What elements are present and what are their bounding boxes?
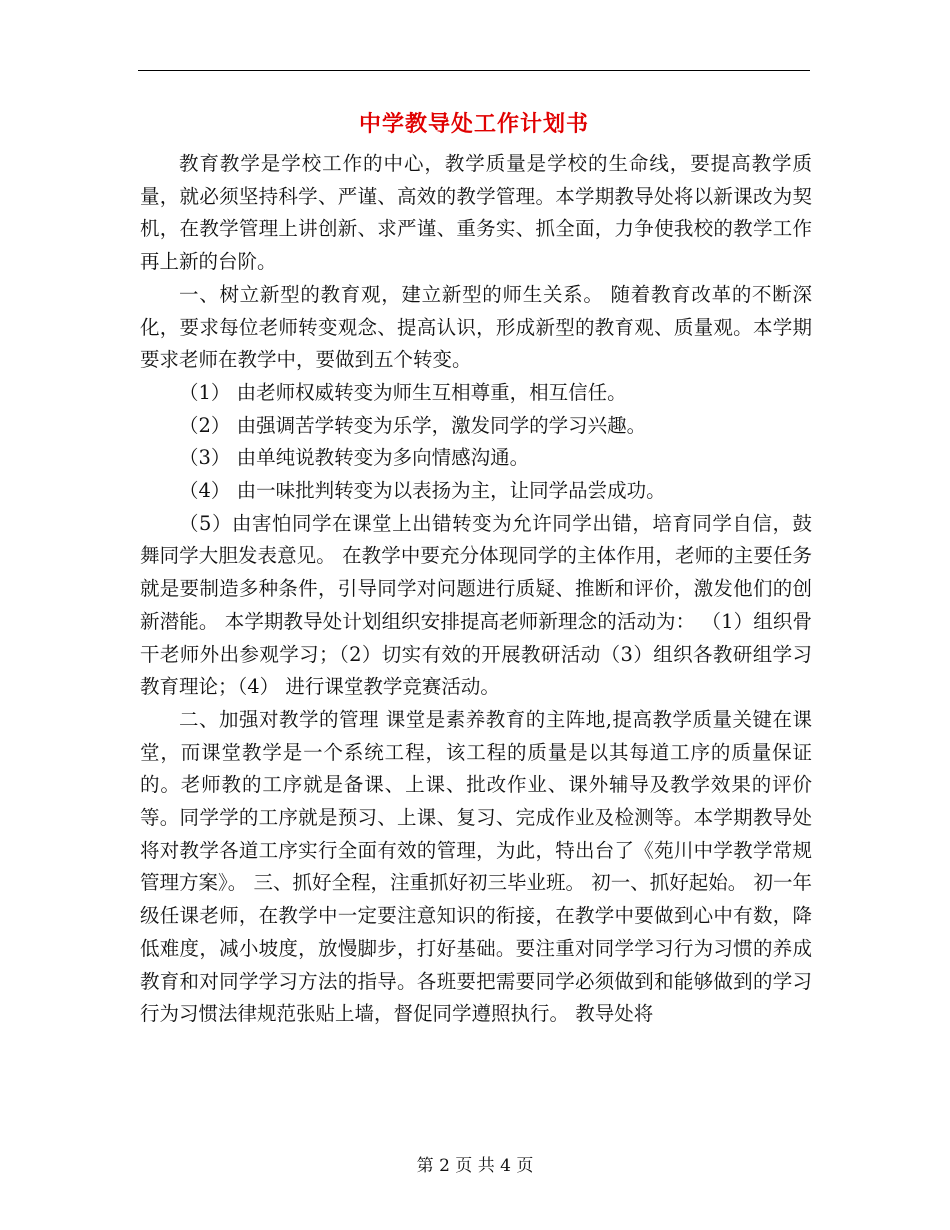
paragraph-item-1: （1） 由老师权威转变为师生互相尊重，相互信任。 — [179, 380, 627, 404]
paragraph-item-5: （5）由害怕同学在课堂上出错转变为允许同学出错，培育同学自信，鼓舞同学大胆发表意见。 在教学中要充分体现同学的主体作用，老师的主要任务就是要制造多种条件，引导同学对问题进行质疑、推断和评价，激发他们的创新潜能。 本学期教导处计划组织安排提高老师新理念的活动为： （1）组织骨干老师外出参观学习；（2）切实有效的开展教研活动（3）组织各教研组学习教育理论；（4） 进行课堂教学竞赛活动。 — [140, 511, 812, 699]
paragraph-intro: 教育教学是学校工作的中心，教学质量是学校的生命线，要提高教学质量，就必须坚持科学、严谨、高效的教学管理。本学期教导处将以新课改为契机，在教学管理上讲创新、求严谨、重务实、抓全面，力争使我校的教学工作再上新的台阶。 — [140, 152, 812, 274]
paragraph-item-2: （2） 由强调苦学转变为乐学，激发同学的学习兴趣。 — [179, 413, 647, 437]
paragraph-section-1: 一、树立新型的教育观，建立新型的师生关系。 随着教育改革的不断深化，要求每位老师转变观念、提高认识，形成新型的教育观、质量观。本学期要求老师在教学中，要做到五个转变。 — [140, 282, 812, 372]
paragraph-section-2: 二、加强对教学的管理 课堂是素养教育的主阵地,提高教学质量关键在课堂，而课堂教学是一个系统工程，该工程的质量是以其每道工序的质量保证的。老师教的工序就是备课、上课、批改作业、课外辅导及教学效果的评价等。同学学的工序就是预习、上课、复习、完成作业及检测等。本学期教导处将对教学各道工序实行全面有效的管理，为此，特出台了《苑川中学教学常规管理方案》。 三、抓好全程，注重抓好初三毕业班。 初一、抓好起始。 初一年级任课老师，在教学中一定要注意知识的衔接，在教学中要做到心中有数，降低难度，减小坡度，放慢脚步，打好基础。要注重对同学学习行为习惯的养成教育和对同学学习方法的指导。各班要把需要同学必须做到和能够做到的学习行为习惯法律规范张贴上墙，督促同学遵照执行。 教导处将 — [140, 707, 812, 1026]
document-title: 中学教导处工作计划书 — [358, 111, 589, 137]
page-number-footer: 第 2 页 共 4 页 — [416, 1156, 534, 1176]
paragraph-item-4: （4） 由一味批判转变为以表扬为主，让同学品尝成功。 — [179, 479, 666, 503]
document-body — [140, 148, 812, 1031]
paragraph-item-3: （3） 由单纯说教转变为多向情感沟通。 — [179, 446, 530, 470]
header-rule — [138, 70, 810, 71]
